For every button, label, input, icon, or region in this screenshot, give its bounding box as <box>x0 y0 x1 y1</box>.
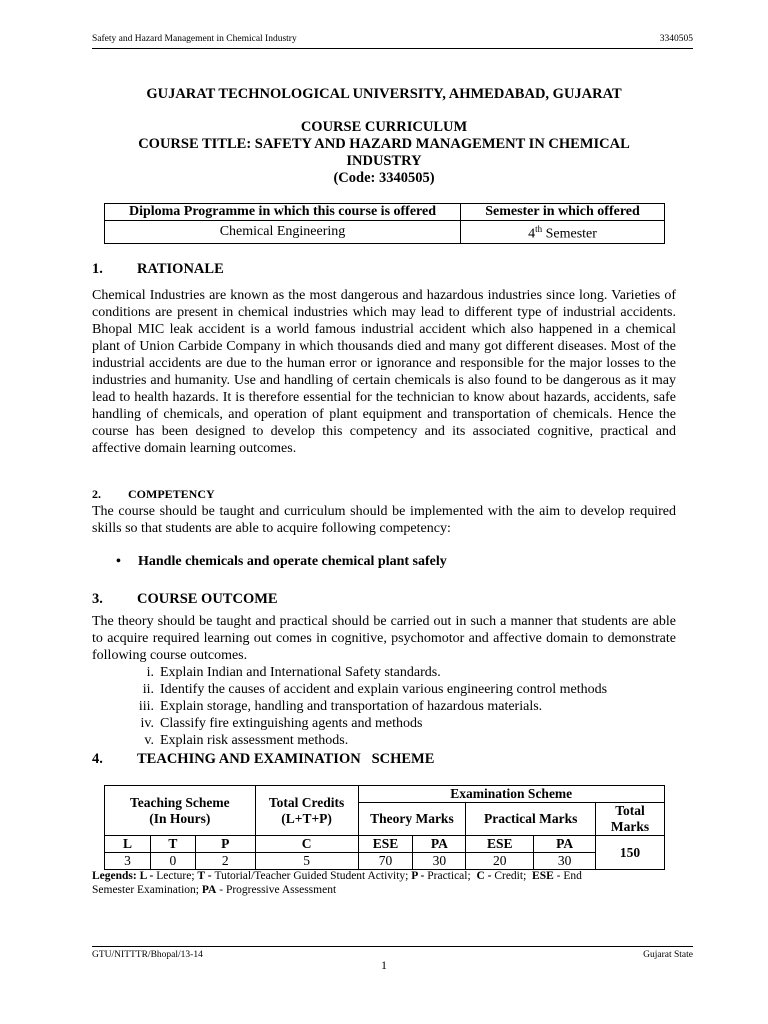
curriculum-title: COURSE CURRICULUM <box>300 119 468 135</box>
competency-paragraph: The course should be taught and curriculum should be implemented with the aim to develop required skills so that students are able to acquire following competency: <box>92 504 676 536</box>
value-practical-ese: 20 <box>466 853 534 870</box>
total-marks-value: 150 <box>596 836 665 870</box>
page-header <box>92 34 693 49</box>
programme-cell: Chemical Engineering <box>105 221 461 244</box>
footer-left: GTU/NITTTR/Bhopal/13-14 <box>92 950 203 960</box>
competency-bullet: • Handle chemicals and operate chemical plant safely <box>116 554 447 569</box>
exam-scheme-header: Examination Scheme <box>358 786 665 803</box>
legend-line-1: Legends: L - Lecture; T - Tutorial/Teacher Guided Student Activity; P - Practical; C - Credit; ESE - End <box>92 870 582 882</box>
theory-marks-header: Theory Marks <box>358 803 466 836</box>
section-rationale-heading: 1. RATIONALE <box>92 261 224 277</box>
total-credits-header: Total Credits (L+T+P) <box>255 786 358 836</box>
list-item: ii. Identify the causes of accident and explain various engineering control methods <box>142 682 608 697</box>
sub-header-p: P <box>195 836 255 853</box>
page-number: 1 <box>381 958 387 972</box>
list-item: v. Explain risk assessment methods. <box>144 733 349 748</box>
value-practical-pa: 30 <box>534 853 596 870</box>
diploma-table <box>104 203 665 244</box>
practical-marks-header: Practical Marks <box>466 803 596 836</box>
outcome-paragraph: The theory should be taught and practical should be carried out in such a manner that students are able to acquire required learning out comes in cognitive, psychomotor and affective domain to demonstrate following course outcomes. <box>92 614 676 663</box>
value-c: 5 <box>255 853 358 870</box>
page-footer <box>92 946 693 960</box>
section-teaching-heading: 4. TEACHING AND EXAMINATION SCHEME <box>92 751 435 767</box>
value-t: 0 <box>150 853 195 870</box>
list-item: iv. Classify fire extinguishing agents and methods <box>140 716 423 731</box>
legend <box>92 869 676 897</box>
header-course-code: 3340505 <box>659 34 693 44</box>
legend-line-2: Semester Examination; PA - Progressive Assessment <box>92 884 337 896</box>
teaching-scheme-header: Teaching Scheme (In Hours) <box>105 786 256 836</box>
sub-header-practical-pa: PA <box>534 836 596 853</box>
sub-header-practical-ese: ESE <box>466 836 534 853</box>
value-theory-ese: 70 <box>358 853 413 870</box>
rationale-paragraph: Chemical Industries are known as the most dangerous and hazardous industries since long. Varieties of conditions are present in chemical industries which may lead to different type of industrial accidents. Bhopal MIC leak accident is a world famous industrial accident which also happened in a chemical plant of Union Carbide Company in which thousands died and many got different diseases. Most of the industrial accidents are due to the human error or ignorance and responsible for the major losses to the industries and humanity. Use and handling of certain chemicals is also found to be dangerous as it may lead to health hazards. It is therefore essential for the technician to know about hazards, accidents, safe handling of chemicals, and operation of plant equipment and transportation of chemicals. Hence the course has been designed to develop this competency and its associated cognitive, practical and affective domain learning outcomes. <box>92 288 676 456</box>
list-item: i. Explain Indian and International Safety standards. <box>146 665 441 680</box>
list-item: iii. Explain storage, handling and transportation of hazardous materials. <box>138 699 543 714</box>
semester-cell: 4th Semester <box>461 221 665 244</box>
semester-col-header: Semester in which offered <box>461 204 665 221</box>
header-course-name: Safety and Hazard Management in Chemical Industry <box>92 34 297 44</box>
sub-header-l: L <box>105 836 151 853</box>
sub-header-c: C <box>255 836 358 853</box>
section-outcome-heading: 3. COURSE OUTCOME <box>92 591 278 607</box>
course-code: (Code: 3340505) <box>333 170 435 186</box>
value-theory-pa: 30 <box>413 853 466 870</box>
sub-header-theory-pa: PA <box>413 836 466 853</box>
outcome-list <box>92 664 676 749</box>
diploma-col-header: Diploma Programme in which this course is offered <box>105 204 461 221</box>
value-p: 2 <box>195 853 255 870</box>
sub-header-t: T <box>150 836 195 853</box>
value-l: 3 <box>105 853 151 870</box>
course-title-line1: COURSE TITLE: SAFETY AND HAZARD MANAGEMENT IN CHEMICAL <box>138 136 630 152</box>
footer-right: Gujarat State <box>643 950 693 960</box>
total-marks-header: Total Marks <box>596 803 665 836</box>
course-title-line2: INDUSTRY <box>346 153 422 169</box>
exam-scheme-table <box>104 785 665 870</box>
university-title: GUJARAT TECHNOLOGICAL UNIVERSITY, AHMEDABAD, GUJARAT <box>146 86 622 102</box>
section-competency-heading: 2. COMPETENCY <box>92 487 215 501</box>
sub-header-theory-ese: ESE <box>358 836 413 853</box>
